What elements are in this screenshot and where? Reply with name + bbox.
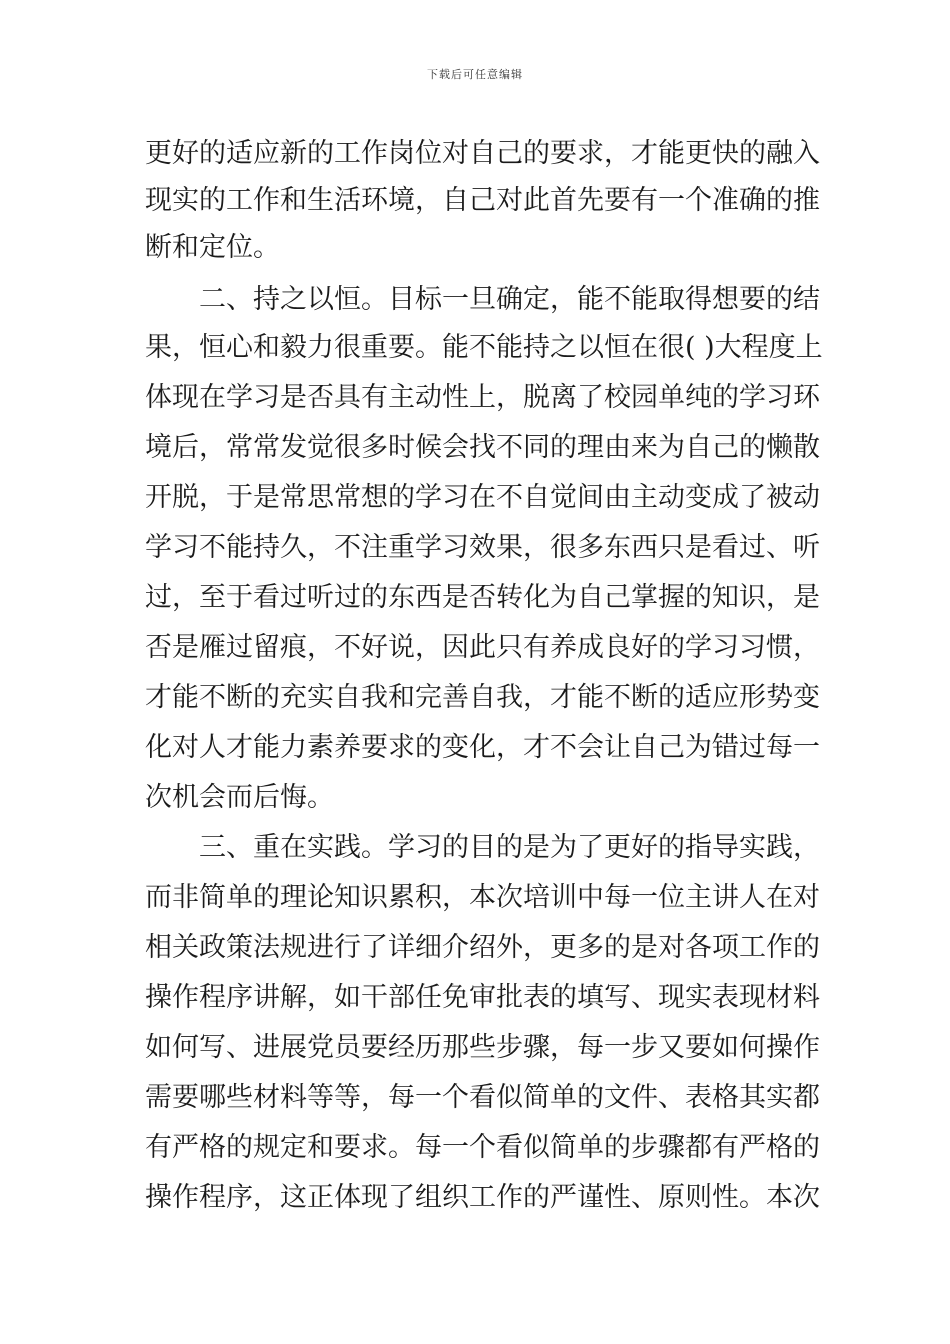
paragraph-first-line: 三、重在实践。学习的目的是为了更好的指导实践，: [199, 832, 820, 863]
text-line: 果，恒心和毅力很重要。能不能持之以恒在很( )大程度上: [145, 332, 823, 363]
text-line: 现实的工作和生活环境，自己对此首先要有一个准确的推: [145, 185, 820, 216]
text-line: 需要哪些材料等等，每一个看似简单的文件、表格其实都: [145, 1082, 820, 1113]
text-line: 如何写、进展党员要经历那些步骤，每一步又要如何操作: [145, 1032, 820, 1063]
paragraph-first-line: 二、持之以恒。目标一旦确定，能不能取得想要的结: [199, 284, 820, 315]
text-line: 否是雁过留痕，不好说，因此只有养成良好的学习习惯，: [145, 632, 820, 663]
text-line: 操作程序，这正体现了组织工作的严谨性、原则性。本次: [145, 1182, 820, 1213]
text-line: 而非简单的理论知识累积，本次培训中每一位主讲人在对: [145, 882, 820, 913]
text-line: 相关政策法规进行了详细介绍外，更多的是对各项工作的: [145, 932, 820, 963]
text-line: 次机会而后悔。: [145, 782, 334, 813]
page-header: 下载后可任意编辑: [427, 68, 523, 81]
text-line: 过，至于看过听过的东西是否转化为自己掌握的知识，是: [145, 582, 820, 613]
text-line: 化对人才能力素养要求的变化，才不会让自己为错过每一: [145, 732, 820, 763]
text-line: 断和定位。: [145, 232, 280, 263]
text-line: 才能不断的充实自我和完善自我，才能不断的适应形势变: [145, 682, 820, 713]
text-line: 体现在学习是否具有主动性上，脱离了校园单纯的学习环: [145, 382, 820, 413]
text-line: 开脱，于是常思常想的学习在不自觉间由主动变成了被动: [145, 482, 820, 513]
text-line: 境后，常常发觉很多时候会找不同的理由来为自己的懒散: [145, 432, 820, 463]
text-line: 有严格的规定和要求。每一个看似简单的步骤都有严格的: [145, 1132, 820, 1163]
text-line: 更好的适应新的工作岗位对自己的要求，才能更快的融入: [145, 138, 820, 169]
text-line: 学习不能持久，不注重学习效果，很多东西只是看过、听: [145, 532, 820, 563]
text-line: 操作程序讲解，如干部任免审批表的填写、现实表现材料: [145, 982, 820, 1013]
